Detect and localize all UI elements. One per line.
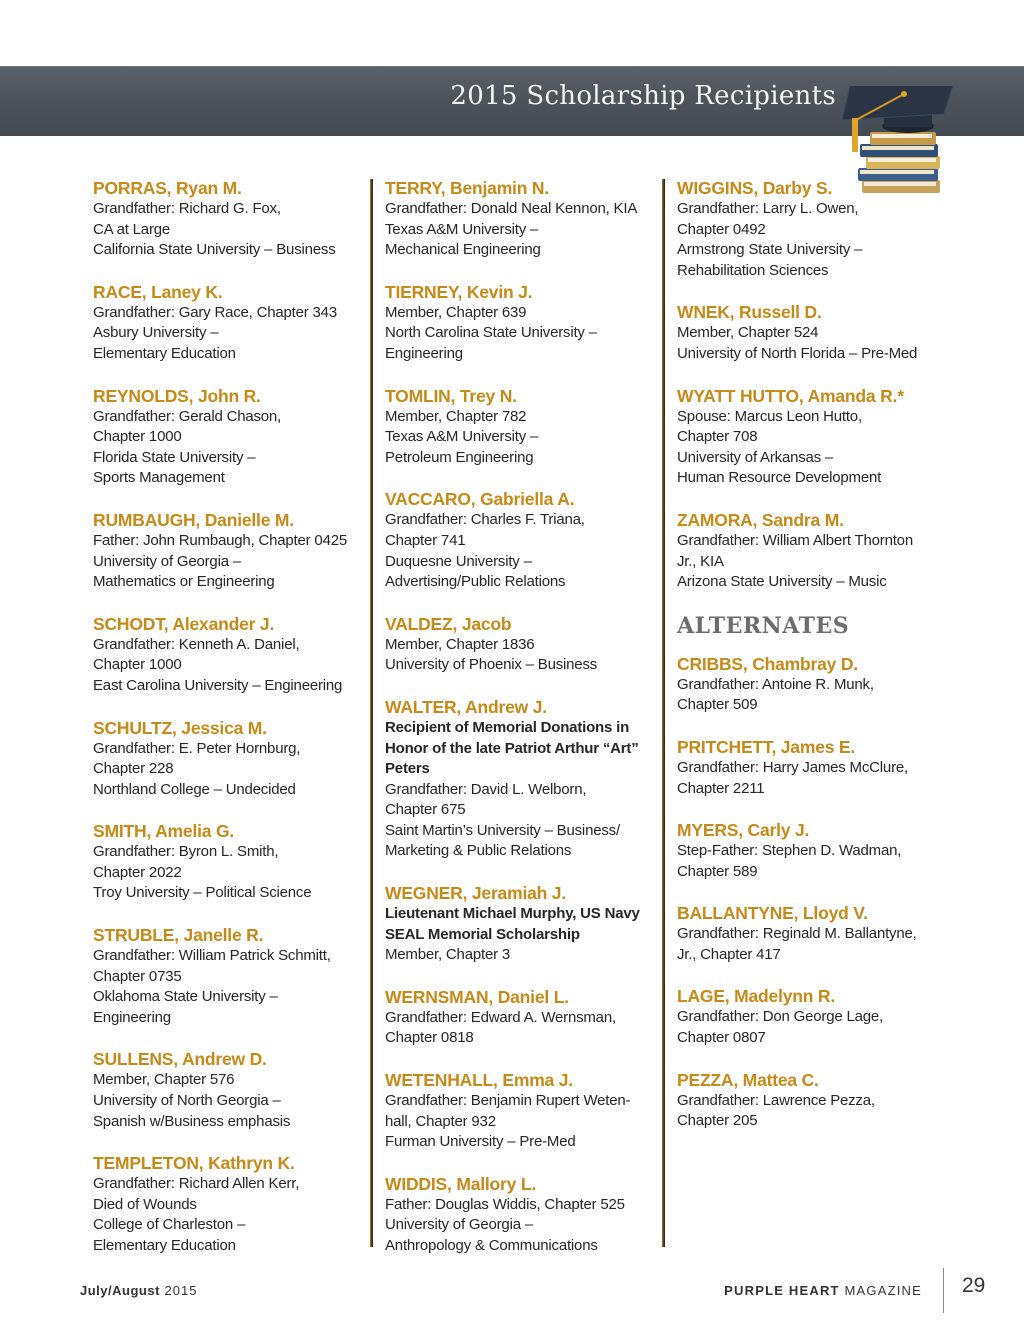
recipient-detail: University of Georgia – [93, 552, 241, 570]
recipient-detail: Grandfather: Reginald M. Ballantyne, [677, 925, 917, 943]
recipient-detail: Chapter 2022 [93, 863, 182, 881]
recipient-detail: University of Georgia – [385, 1216, 533, 1234]
recipient-detail: Grandfather: Gerald Chason, [93, 407, 282, 425]
issue-month: July/August [80, 1283, 160, 1298]
recipients-column-2 [385, 177, 657, 1277]
magazine-brand: PURPLE HEART [724, 1283, 840, 1298]
recipient-detail: Spanish w/Business emphasis [93, 1112, 291, 1130]
recipient-detail: Human Resource Development [677, 469, 882, 487]
alternates-list [677, 653, 967, 1132]
recipient-detail: Rehabilitation Sciences [677, 261, 829, 279]
recipient-entry [385, 613, 657, 676]
recipient-detail: Step-Father: Stephen D. Wadman, [677, 842, 902, 860]
recipient-name: WETENHALL, Emma J. [385, 1070, 573, 1091]
header-banner [0, 66, 1024, 136]
recipient-detail: East Carolina University – Engineering [93, 676, 343, 694]
page-title: 2015 Scholarship Recipients [450, 81, 836, 111]
recipient-detail: Texas A&M University – [385, 428, 539, 446]
recipient-detail: Elementary Education [93, 1237, 236, 1254]
recipient-entry [93, 717, 365, 801]
recipient-name: TIERNEY, Kevin J. [385, 281, 533, 302]
recipient-name: LAGE, Madelynn R. [677, 986, 836, 1007]
recipient-name: WALTER, Andrew J. [385, 696, 547, 717]
recipient-detail: Chapter 0818 [385, 1029, 474, 1047]
recipient-detail: Chapter 205 [677, 1112, 758, 1130]
recipient-detail: Mathematics or Engineering [93, 573, 275, 591]
recipient-name: STRUBLE, Janelle R. [93, 925, 264, 946]
recipient-detail: Grandfather: Don George Lage, [677, 1008, 884, 1026]
recipient-detail: Father: John Rumbaugh, Chapter 0425 [93, 531, 347, 549]
recipient-name: WNEK, Russell D. [677, 302, 822, 323]
recipient-entry [385, 986, 657, 1049]
recipient-detail: Elementary Education [93, 344, 236, 362]
recipient-detail: University of Arkansas – [677, 448, 834, 466]
recipient-entry [677, 301, 967, 364]
recipient-name: CRIBBS, Chambray D. [677, 653, 858, 674]
page-number: 29 [962, 1274, 986, 1297]
recipient-name: WEGNER, Jeramiah J. [385, 883, 566, 904]
recipient-detail: Anthropology & Communications [385, 1237, 598, 1254]
issue-date [80, 1283, 197, 1298]
recipient-detail: Grandfather: E. Peter Hornburg, [93, 739, 301, 757]
recipient-name: TOMLIN, Trey N. [385, 385, 517, 406]
recipient-entry [677, 509, 967, 593]
recipient-detail: Saint Martin’s University – Business/ [385, 821, 620, 839]
recipient-detail: College of Charleston – [93, 1216, 246, 1234]
recipient-entry [677, 736, 967, 799]
recipient-name: WERNSMAN, Daniel L. [385, 986, 569, 1007]
recipient-detail: Advertising/Public Relations [385, 573, 566, 591]
recipient-entry [93, 281, 365, 365]
recipient-name: SMITH, Amelia G. [93, 821, 235, 842]
recipient-name: VALDEZ, Jacob [385, 613, 512, 634]
recipient-entry [385, 385, 657, 469]
recipient-detail: Died of Wounds [93, 1195, 197, 1213]
issue-year: 2015 [164, 1283, 198, 1298]
recipient-detail: CA at Large [93, 220, 171, 238]
recipient-detail: Grandfather: Byron L. Smith, [93, 843, 279, 861]
recipient-detail: North Carolina State University – [385, 324, 597, 342]
recipient-entry [677, 653, 967, 716]
scholarship-note: SEAL Memorial Scholarship [385, 925, 580, 943]
recipient-detail: Chapter 0807 [677, 1029, 766, 1047]
recipient-detail: Asbury University – [93, 324, 219, 342]
recipient-entry [677, 177, 967, 281]
recipient-detail: Grandfather: Benjamin Rupert Weten- [385, 1092, 631, 1110]
recipient-name: SULLENS, Andrew D. [93, 1049, 267, 1070]
alternates-heading: ALTERNATES [677, 612, 850, 639]
recipient-entry [93, 613, 365, 697]
recipient-detail: Chapter 0492 [677, 220, 766, 238]
scholarship-note: Recipient of Memorial Donations in [385, 718, 630, 736]
recipient-name: WYATT HUTTO, Amanda R.* [677, 385, 904, 406]
recipient-name: WIDDIS, Mallory L. [385, 1173, 536, 1194]
recipient-name: PRITCHETT, James E. [677, 736, 856, 757]
recipient-detail: Northland College – Undecided [93, 780, 296, 798]
recipient-detail: Chapter 228 [93, 760, 174, 778]
recipient-detail: Chapter 1000 [93, 428, 182, 446]
recipient-entry [385, 281, 657, 365]
column-divider [370, 179, 373, 1247]
recipients-column-1 [93, 177, 365, 1277]
recipient-detail: California State University – Business [93, 241, 336, 259]
recipient-name: RUMBAUGH, Danielle M. [93, 509, 294, 530]
scholarship-note: Honor of the late Patriot Arthur “Art” [385, 739, 639, 757]
recipient-name: BALLANTYNE, Lloyd V. [677, 903, 868, 924]
recipient-detail: Mechanical Engineering [385, 241, 541, 259]
recipient-detail: Chapter 2211 [677, 779, 765, 797]
recipient-entry [93, 820, 365, 904]
recipient-detail: Chapter 741 [385, 531, 466, 549]
recipient-entry [93, 924, 365, 1028]
magazine-word: MAGAZINE [844, 1283, 922, 1298]
recipient-entry [677, 902, 967, 965]
recipient-detail: Member, Chapter 1836 [385, 635, 535, 653]
recipient-detail: Grandfather: David L. Welborn, [385, 780, 587, 798]
recipient-detail: University of North Florida – Pre-Med [677, 344, 918, 362]
recipient-detail: Father: Douglas Widdis, Chapter 525 [385, 1195, 625, 1213]
recipient-detail: Petroleum Engineering [385, 448, 534, 466]
recipient-detail: Grandfather: Richard G. Fox, [93, 200, 281, 217]
recipient-detail: Grandfather: Lawrence Pezza, [677, 1091, 875, 1109]
scholarship-note: Peters [385, 760, 430, 778]
recipient-entry [93, 385, 365, 489]
recipient-detail: Texas A&M University – [385, 220, 539, 238]
recipient-detail: Chapter 708 [677, 428, 758, 446]
scholarship-note: Lieutenant Michael Murphy, US Navy [385, 905, 640, 923]
recipient-entry [385, 696, 657, 862]
recipient-entry [385, 177, 657, 261]
recipient-name: SCHULTZ, Jessica M. [93, 717, 267, 738]
recipient-detail: Grandfather: William Patrick Schmitt, [93, 947, 331, 965]
recipient-detail: University of Phoenix – Business [385, 656, 598, 674]
recipient-detail: Member, Chapter 639 [385, 303, 527, 321]
recipient-detail: Armstrong State University – [677, 241, 863, 259]
recipient-detail: Furman University – Pre-Med [385, 1133, 576, 1151]
recipient-detail: Grandfather: Gary Race, Chapter 343 [93, 303, 337, 321]
recipient-detail: Troy University – Political Science [93, 884, 312, 902]
recipient-detail: Chapter 0735 [93, 967, 182, 985]
recipient-detail: Marketing & Public Relations [385, 842, 572, 860]
recipient-detail: Jr., Chapter 417 [677, 945, 781, 963]
recipient-detail: Sports Management [93, 469, 225, 487]
recipient-name: PORRAS, Ryan M. [93, 178, 242, 198]
recipient-entry [385, 1069, 657, 1153]
recipient-detail: Grandfather: William Albert Thornton [677, 531, 913, 549]
recipient-detail: Member, Chapter 782 [385, 407, 527, 425]
recipient-detail: Chapter 1000 [93, 656, 182, 674]
recipients-column-3 [677, 177, 967, 1152]
recipient-detail: Grandfather: Richard Allen Kerr, [93, 1175, 300, 1193]
column-divider [662, 179, 665, 1247]
recipient-detail: Grandfather: Antoine R. Munk, [677, 675, 874, 693]
recipient-detail: Engineering [93, 1008, 171, 1026]
recipient-name: TEMPLETON, Kathryn K. [93, 1153, 295, 1174]
recipient-detail: Grandfather: Edward A. Wernsman, [385, 1008, 616, 1026]
recipient-detail: Member, Chapter 3 [385, 946, 510, 964]
recipient-detail: Jr., KIA [677, 552, 724, 570]
recipient-entry [93, 1152, 365, 1256]
recipient-detail: Grandfather: Donald Neal Kennon, KIA [385, 200, 638, 217]
recipient-entry [93, 177, 365, 261]
recipient-entry [385, 882, 657, 966]
recipient-name: MYERS, Carly J. [677, 820, 810, 841]
recipient-detail: Grandfather: Larry L. Owen, [677, 200, 859, 217]
recipient-entry [677, 985, 967, 1048]
recipient-detail: Florida State University – [93, 448, 256, 466]
recipient-entry [385, 488, 657, 592]
recipient-detail: Engineering [385, 344, 463, 362]
recipient-entry [385, 1173, 657, 1257]
recipient-entry [677, 819, 967, 882]
recipient-name: VACCARO, Gabriella A. [385, 489, 575, 510]
recipient-name: RACE, Laney K. [93, 281, 223, 302]
recipient-detail: Chapter 589 [677, 862, 758, 880]
magazine-name [724, 1283, 922, 1298]
recipient-name: REYNOLDS, John R. [93, 385, 261, 406]
recipient-name: SCHODT, Alexander J. [93, 613, 275, 634]
recipient-detail: Oklahoma State University – [93, 988, 278, 1006]
recipient-entry [93, 509, 365, 593]
recipient-detail: Arizona State University – Music [677, 573, 887, 591]
recipient-entry [93, 1048, 365, 1132]
recipient-detail: Grandfather: Harry James McClure, [677, 758, 908, 776]
recipient-detail: Member, Chapter 524 [677, 324, 819, 342]
recipient-detail: hall, Chapter 932 [385, 1112, 496, 1130]
recipient-detail: Chapter 675 [385, 801, 466, 819]
recipient-detail: Chapter 509 [677, 696, 758, 714]
recipient-name: WIGGINS, Darby S. [677, 178, 833, 198]
recipient-entry [677, 385, 967, 489]
recipient-detail: Grandfather: Kenneth A. Daniel, [93, 635, 300, 653]
recipient-name: ZAMORA, Sandra M. [677, 509, 844, 530]
recipient-detail: Member, Chapter 576 [93, 1071, 235, 1089]
recipient-detail: University of North Georgia – [93, 1092, 281, 1110]
recipient-detail: Duquesne University – [385, 552, 532, 570]
recipient-detail: Spouse: Marcus Leon Hutto, [677, 407, 862, 425]
recipient-name: PEZZA, Mattea C. [677, 1069, 819, 1090]
recipient-name: TERRY, Benjamin N. [385, 178, 549, 198]
recipient-entry [677, 1069, 967, 1132]
recipient-detail: Grandfather: Charles F. Triana, [385, 511, 585, 529]
footer-divider [943, 1268, 944, 1313]
